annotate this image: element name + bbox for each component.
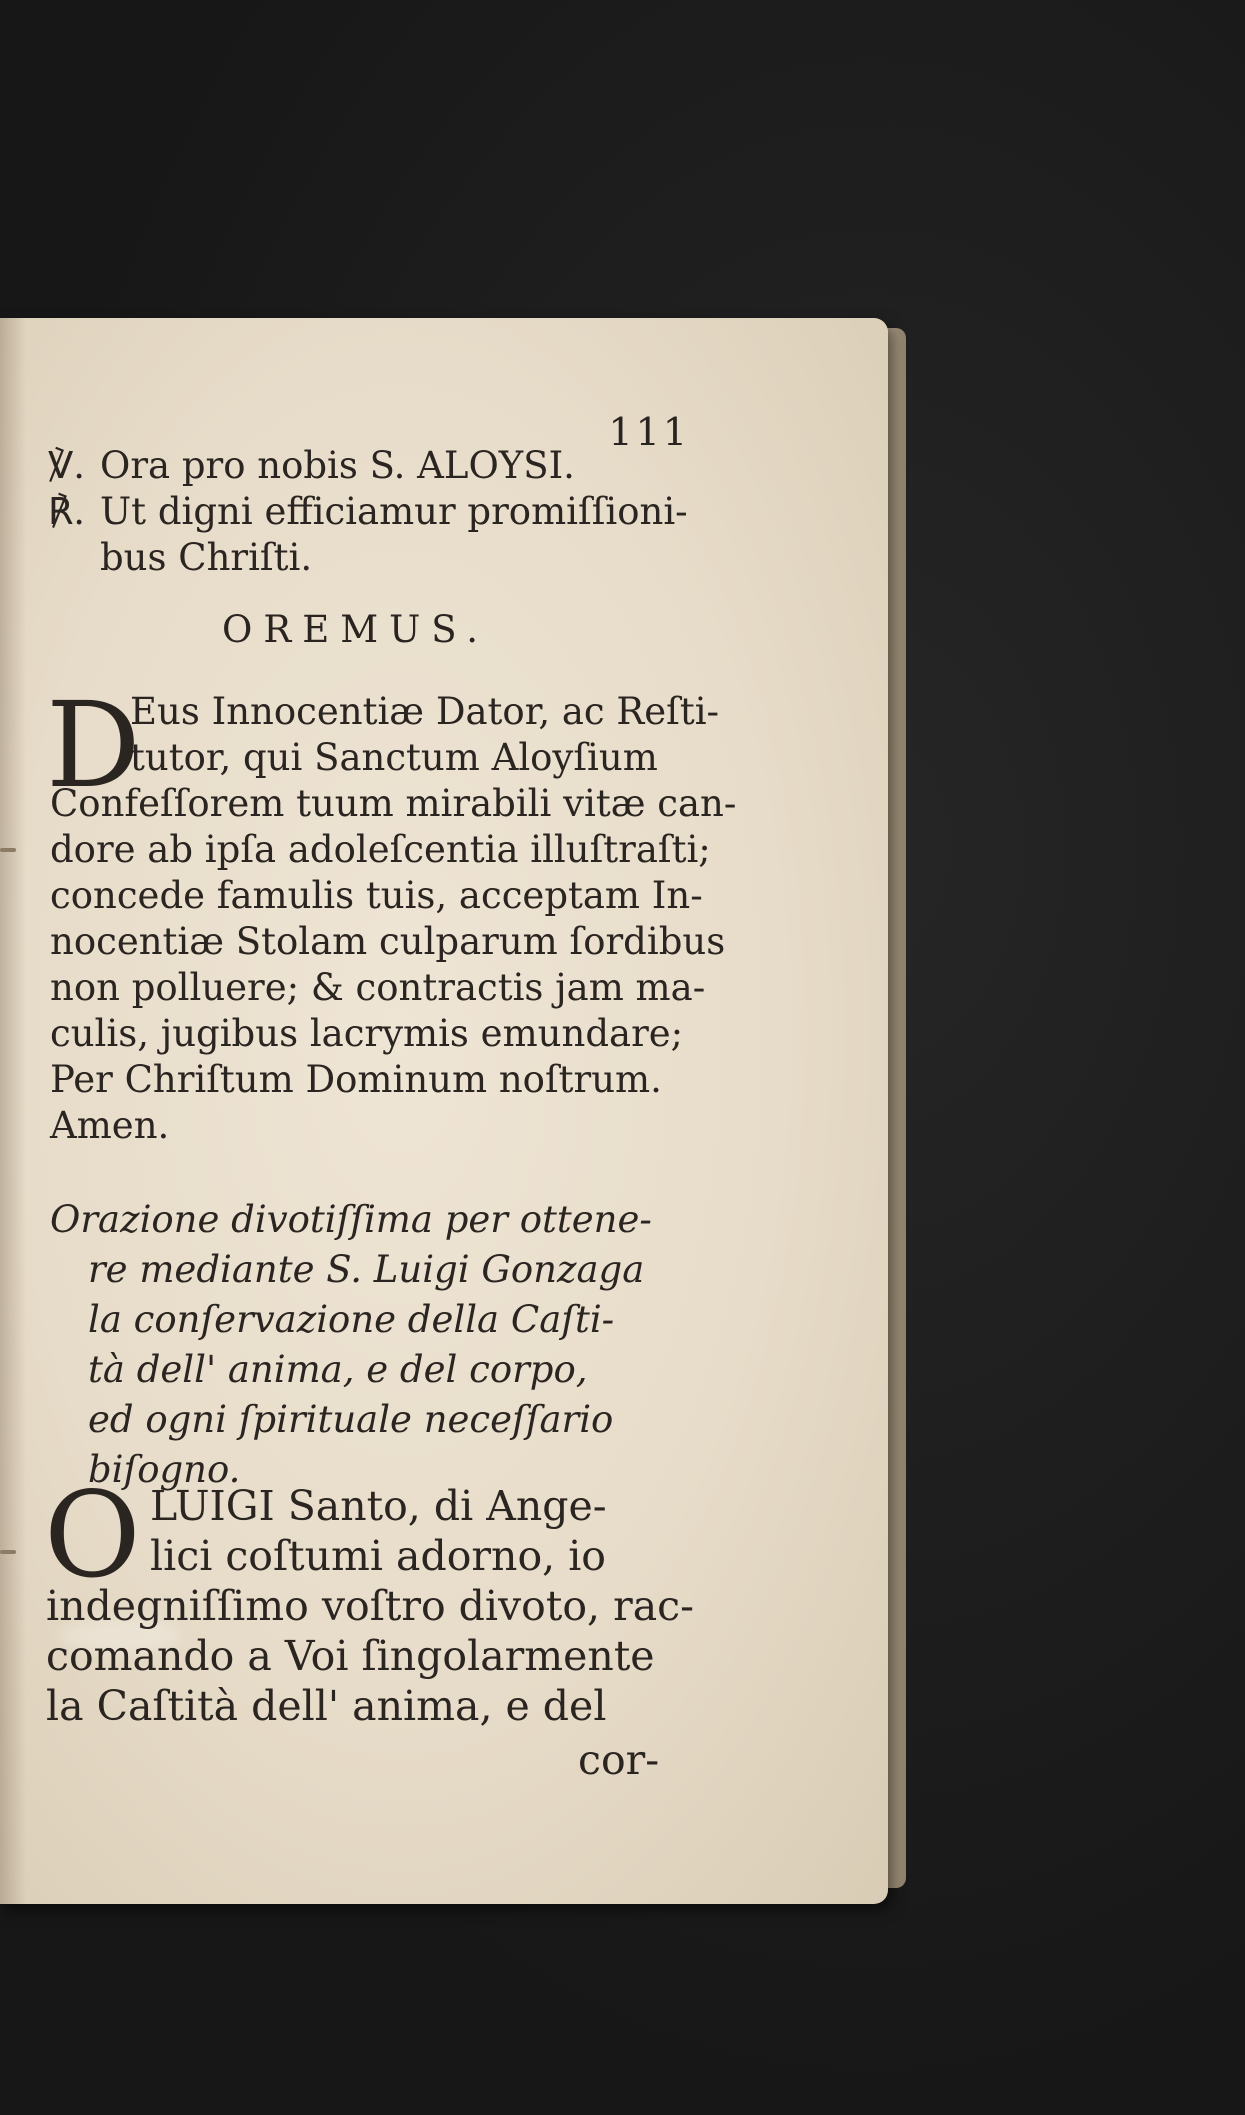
prayer-line: Confeſſorem tuum mirabili vitæ can- <box>50 782 737 825</box>
prayer-line: Per Chriſtum Dominum noſtrum. <box>50 1058 662 1101</box>
oration-line: comando a Voi ſingolarmente <box>46 1632 655 1680</box>
gutter-shadow <box>0 318 26 1904</box>
oration-line: lici coſtumi adorno, io <box>150 1532 606 1580</box>
response-mark: ℟. <box>48 490 86 533</box>
page-number: 111 <box>608 410 690 454</box>
prayer-line: tutor, qui Sanctum Aloyſium <box>130 736 658 779</box>
prayer-line: concede famulis tuis, acceptam In- <box>50 874 703 917</box>
prayer-line: Eus Innocentiæ Dator, ac Reſti- <box>130 690 720 733</box>
binding-stitch <box>0 848 16 852</box>
response-line: bus Chriſti. <box>100 536 313 579</box>
oration-line: la Caſtità dell' anima, e del <box>46 1682 607 1730</box>
binding-stitch <box>0 1550 16 1554</box>
oration-line: indegniſſimo voſtro divoto, rac- <box>46 1582 694 1630</box>
rubric-line: Orazione divotiſſima per ottene- <box>50 1198 652 1241</box>
oration-line: LUIGI Santo, di Ange- <box>150 1482 607 1530</box>
prayer-line: Amen. <box>50 1104 170 1147</box>
prayer-line: dore ab ipſa adoleſcentia illuſtraſti; <box>50 828 711 871</box>
rubric-line: la conſervazione della Caſti- <box>88 1298 615 1341</box>
prayer-dropcap: D <box>46 676 141 814</box>
oration-dropcap: O <box>44 1466 141 1604</box>
rubric-line: re mediante S. Luigi Gonzaga <box>88 1248 645 1291</box>
prayer-line: culis, jugibus lacrymis emundare; <box>50 1012 684 1055</box>
catchword: cor- <box>578 1736 660 1784</box>
rubric-line: biſogno. <box>88 1448 241 1491</box>
prayer-line: nocentiæ Stolam culparum ſordibus <box>50 920 726 963</box>
rubric-line: ed ogni ſpirituale neceſſario <box>88 1398 614 1441</box>
book-page <box>0 318 888 1904</box>
versicle-mark: ℣. <box>48 444 86 487</box>
prayer-line: non polluere; & contractis jam ma- <box>50 966 706 1009</box>
rubric-line: tà dell' anima, e del corpo, <box>88 1348 588 1391</box>
versicle-text: Ora pro nobis S. ALOYSI. <box>100 444 575 487</box>
response-line: Ut digni efficiamur promiſſioni- <box>100 490 688 533</box>
oremus-heading: OREMUS. <box>222 608 490 651</box>
